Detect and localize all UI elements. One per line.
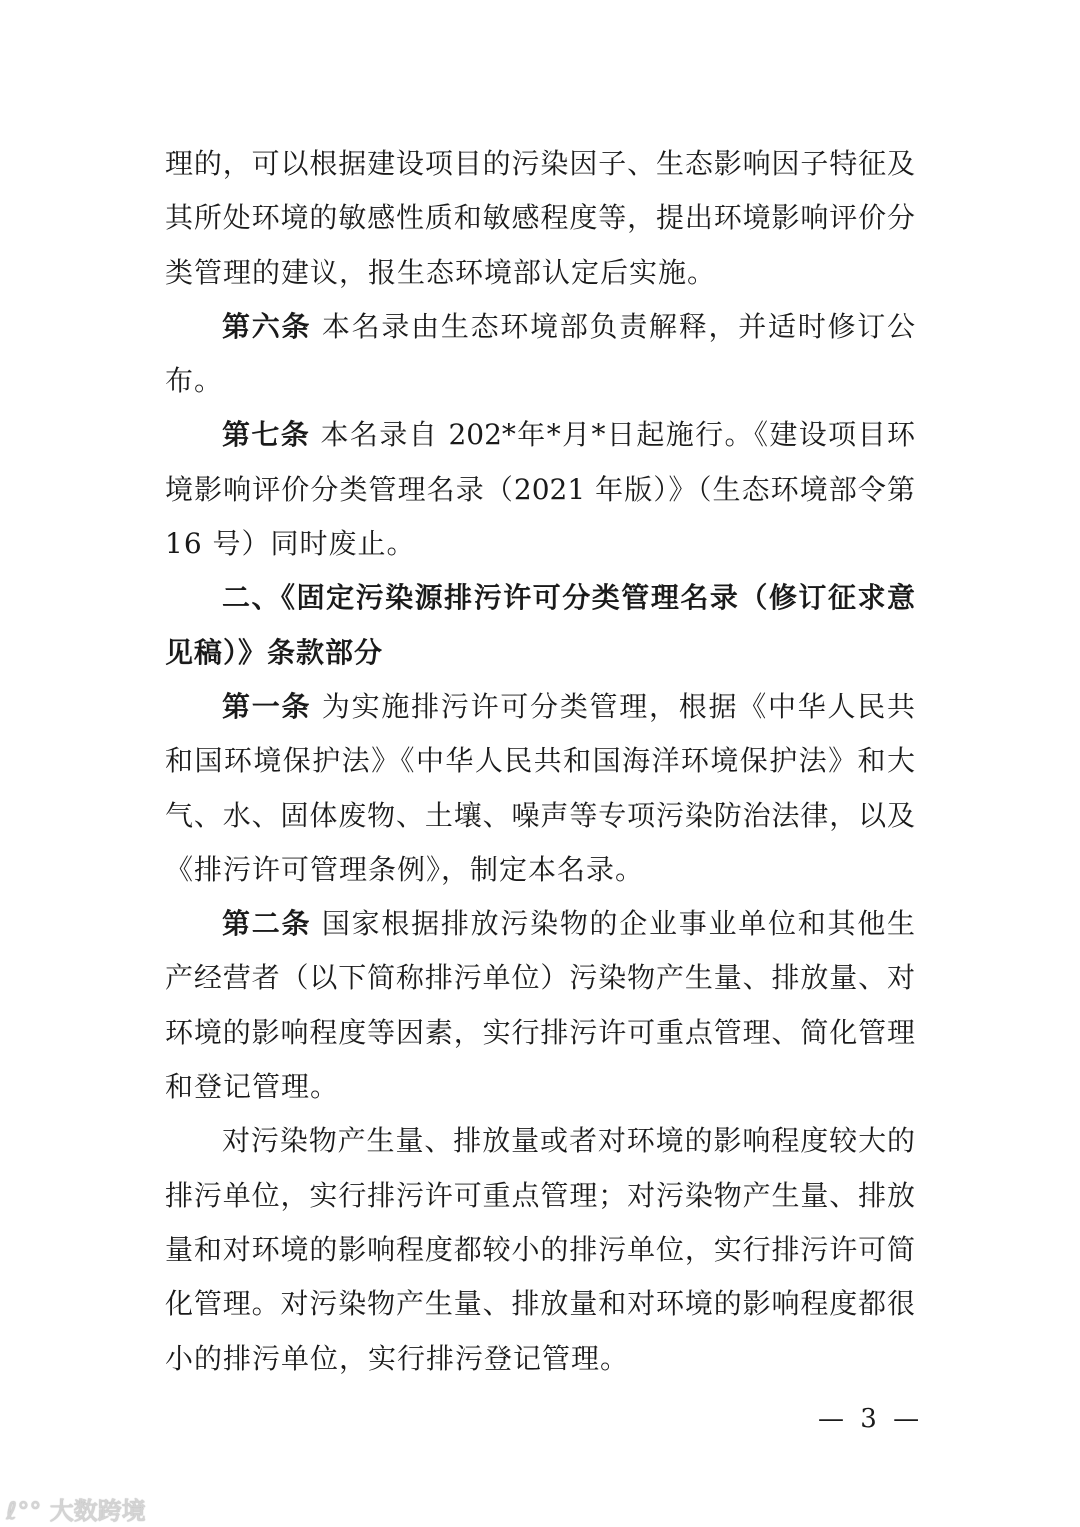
text-line: 类管理的建议，报生态环境部认定后实施。: [165, 255, 717, 289]
text-line: 《排污许可管理条例》，制定本名录。: [165, 852, 645, 886]
article-heading: 第一条: [222, 689, 312, 723]
section-heading: 见稿）》条款部分: [165, 635, 384, 669]
article-7-line: [165, 417, 915, 471]
text-run: 本名录由生态环境部负责解释，并适时修订公: [311, 309, 915, 343]
document-body: [165, 146, 915, 1395]
article-1-line: [165, 689, 915, 743]
logo-icon: ℓ°°: [6, 1497, 50, 1525]
article-heading: 第二条: [222, 907, 312, 941]
text-run: 国家根据排放污染物的企业事业单位和其他生: [311, 907, 915, 941]
watermark-text: 大数跨境: [49, 1497, 146, 1525]
watermark-logo: [6, 1491, 146, 1526]
text-line: 气、水、固体废物、土壤、噪声等专项污染防治法律，以及: [165, 798, 915, 832]
text-line: 理的，可以根据建设项目的污染因子、生态影响因子特征及: [165, 147, 915, 180]
page-number: — 3 —: [818, 1404, 924, 1434]
text-line: 和登记管理。: [165, 1070, 340, 1104]
text-line: 小的排污单位，实行排污登记管理。: [165, 1341, 630, 1375]
text-line: 境影响评价分类管理名录（2021 年版）》（生态环境部令第: [165, 472, 915, 506]
text-run: 本名录自 202*年*月*日起施行。《建设项目环: [310, 418, 915, 452]
article-6-line: [165, 309, 915, 363]
text-line: 对污染物产生量、排放量或者对环境的影响程度较大的: [222, 1124, 915, 1158]
section-heading: 二、《固定污染源排污许可分类管理名录（修订征求意: [222, 581, 915, 615]
text-run: 为实施排污许可分类管理，根据《中华人民共: [311, 689, 915, 723]
text-line: 环境的影响程度等因素，实行排污许可重点管理、简化管理: [165, 1015, 915, 1049]
article-heading: 第七条: [222, 418, 311, 452]
text-line: 化管理。对污染物产生量、排放量和对环境的影响程度都很: [165, 1287, 915, 1321]
text-line: 量和对环境的影响程度都较小的排污单位，实行排污许可简: [165, 1232, 915, 1266]
text-line: 排污单位，实行排污许可重点管理；对污染物产生量、排放: [165, 1178, 915, 1212]
text-line: 布。: [165, 364, 224, 398]
text-line: 和国环境保护法》《中华人民共和国海洋环境保护法》和大: [165, 744, 915, 778]
text-line: 其所处环境的敏感性质和敏感程度等，提出环境影响评价分: [165, 201, 915, 235]
text-line: 16 号）同时废止。: [165, 527, 416, 561]
article-2-line: [165, 906, 915, 960]
text-line: 产经营者（以下简称排污单位）污染物产生量、排放量、对: [165, 961, 915, 995]
article-heading: 第六条: [222, 309, 312, 343]
